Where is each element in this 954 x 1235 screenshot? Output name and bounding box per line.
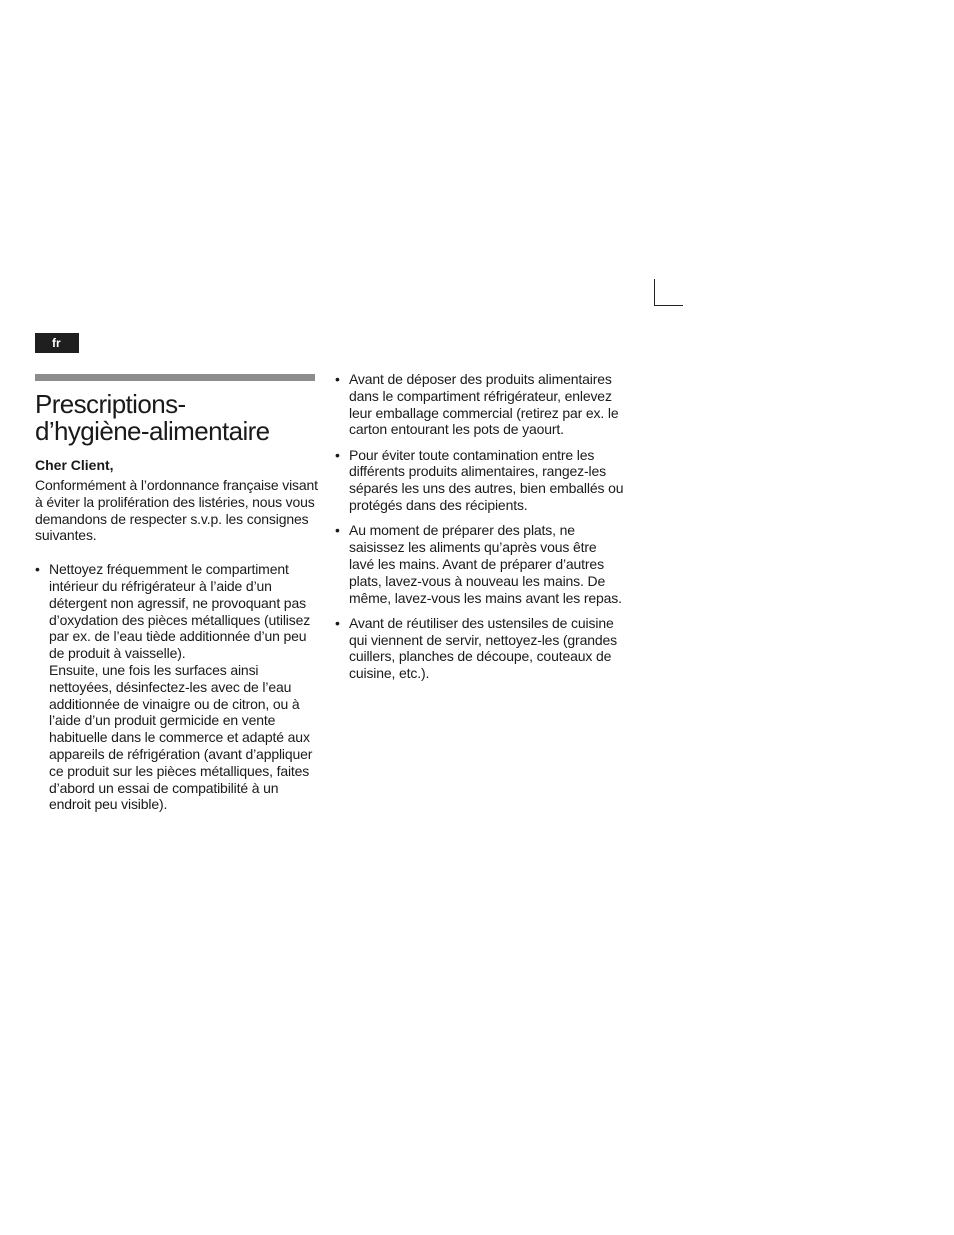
list-item xyxy=(335,447,625,514)
list-item-paragraph: Nettoyez fréquemment le compartiment intérieur du réfrigérateur à l’aide d’un détergent non agressif, ne provoquant pas d’oxydation des pièces métalliques (utilisez par ex. de l’eau tiède additionnée d’un peu de produit à vaisselle). xyxy=(49,561,311,662)
left-column xyxy=(35,374,319,813)
bullet-glyph: • xyxy=(335,446,340,463)
intro-paragraph: Conformément à l’ordonnance française visant à éviter la prolifération des listéries, nous vous demandons de respecter s.v.p. les consignes suivantes. xyxy=(35,477,318,544)
section-title xyxy=(35,391,319,445)
salutation: Cher Client, xyxy=(35,457,114,473)
section-rule xyxy=(35,374,315,381)
section-title-line-2: d’hygiène-alimentaire xyxy=(35,416,270,446)
list-item xyxy=(35,561,319,813)
right-bullet-list xyxy=(335,371,625,682)
language-badge: fr xyxy=(35,333,79,353)
bullet-glyph: • xyxy=(35,561,40,578)
bullet-glyph: • xyxy=(335,371,340,387)
left-bullet-list xyxy=(35,561,319,813)
list-item-text: Avant de déposer des produits alimentaires dans le compartiment réfrigérateur, enlevez leur emballage commercial (retirez par ex. le carton entourant les pots de yaourt. xyxy=(349,371,619,438)
section-title-line-1: Prescriptions- xyxy=(35,389,186,419)
right-column xyxy=(335,371,625,691)
list-item-text: Pour éviter toute contamination entre les différents produits alimentaires, rangez-les séparés les uns des autres, bien emballés ou protégés dans des récipients. xyxy=(349,446,624,514)
crop-mark xyxy=(654,279,683,306)
list-item-text: Avant de réutiliser des ustensiles de cuisine qui viennent de servir, nettoyez-les (grandes cuillers, planches de découpe, couteaux de cuisine, etc.). xyxy=(349,614,617,682)
list-item xyxy=(335,522,625,606)
bullet-glyph: • xyxy=(335,614,340,631)
list-item xyxy=(335,371,625,438)
list-item-paragraph: Ensuite, une fois les surfaces ainsi nettoyées, désinfectez-les avec de l’eau additionnée de vinaigre ou de citron, ou à l’aide d’un produit germicide en vente habituelle dans le commerce et adapté aux appareils de réfrigération (avant d’appliquer ce produit sur les pièces métalliques, faites d’abord un essai de compatibilité à un endroit peu visible). xyxy=(49,661,313,813)
list-item-text: Au moment de préparer des plats, ne saisissez les aliments qu’après vous être lavé les mains. Avant de préparer d’autres plats, lavez-vous à nouveau les mains. De même, lavez-vous les mains avant les repas. xyxy=(349,522,622,606)
bullet-glyph: • xyxy=(335,522,340,539)
list-item xyxy=(335,615,625,682)
